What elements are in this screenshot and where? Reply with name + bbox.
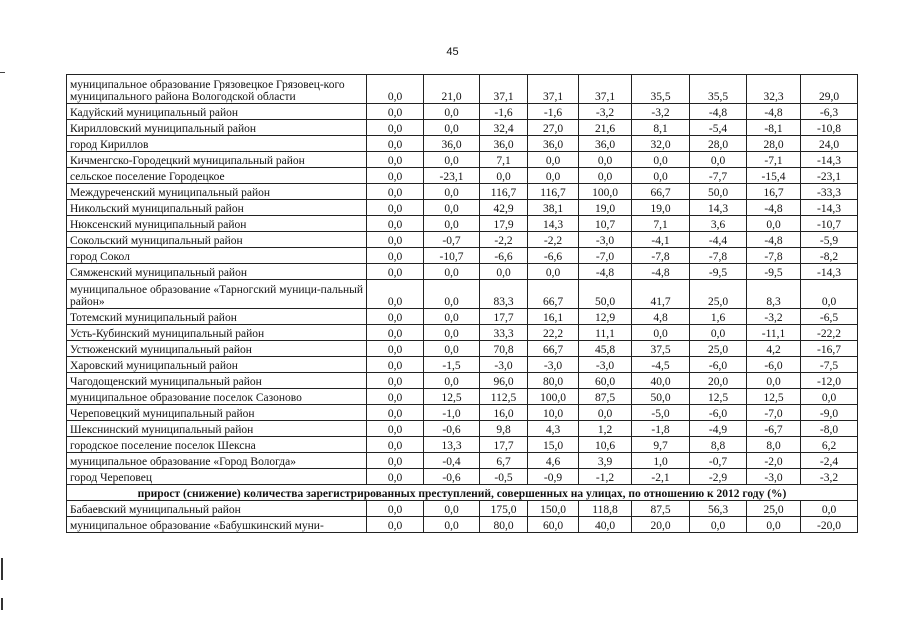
value-cell: 9,8 <box>480 421 528 437</box>
value-cell: -7,0 <box>579 248 632 264</box>
value-cell: -4,8 <box>747 200 801 216</box>
value-cell: 0,0 <box>528 152 579 168</box>
table-row <box>67 501 858 517</box>
value-cell: 0,0 <box>579 405 632 421</box>
value-cell: -0,9 <box>528 469 579 485</box>
value-cell: 0,0 <box>367 501 424 517</box>
territory-name: муниципальное образование «Город Вологда» <box>67 453 367 469</box>
value-cell: 0,0 <box>367 152 424 168</box>
value-cell: 0,0 <box>632 325 690 341</box>
value-cell: 36,0 <box>579 136 632 152</box>
value-cell: -4,8 <box>747 104 801 120</box>
table-row <box>67 437 858 453</box>
value-cell: 0,0 <box>367 232 424 248</box>
value-cell: 35,5 <box>632 75 690 104</box>
value-cell: 0,0 <box>367 453 424 469</box>
value-cell: 33,3 <box>480 325 528 341</box>
value-cell: 14,3 <box>690 200 747 216</box>
value-cell: 80,0 <box>528 373 579 389</box>
value-cell: 150,0 <box>528 501 579 517</box>
value-cell: 8,1 <box>632 120 690 136</box>
table-row <box>67 517 858 533</box>
territory-name: Сокольский муниципальный район <box>67 232 367 248</box>
value-cell: -4,8 <box>632 264 690 280</box>
table-row <box>67 357 858 373</box>
value-cell: 12,5 <box>747 389 801 405</box>
value-cell: 0,0 <box>690 325 747 341</box>
value-cell: 12,5 <box>424 389 480 405</box>
value-cell: -0,7 <box>424 232 480 248</box>
value-cell: 20,0 <box>632 517 690 533</box>
territory-name: Междуреченский муниципальный район <box>67 184 367 200</box>
value-cell: -14,3 <box>801 152 858 168</box>
value-cell: 0,0 <box>528 168 579 184</box>
value-cell: 13,3 <box>424 437 480 453</box>
value-cell: 96,0 <box>480 373 528 389</box>
value-cell: 7,1 <box>632 216 690 232</box>
value-cell: 25,0 <box>747 501 801 517</box>
table-row <box>67 136 858 152</box>
value-cell: -4,5 <box>632 357 690 373</box>
value-cell: -3,0 <box>579 232 632 248</box>
table-row <box>67 469 858 485</box>
value-cell: 0,0 <box>579 168 632 184</box>
territory-name: Тотемский муниципальный район <box>67 309 367 325</box>
table-row <box>67 120 858 136</box>
value-cell: -6,6 <box>480 248 528 264</box>
value-cell: 9,7 <box>632 437 690 453</box>
section-row <box>67 485 858 501</box>
territory-name: городское поселение поселок Шексна <box>67 437 367 453</box>
value-cell: 60,0 <box>579 373 632 389</box>
value-cell: 0,0 <box>424 373 480 389</box>
value-cell: 28,0 <box>747 136 801 152</box>
value-cell: 0,0 <box>367 325 424 341</box>
value-cell: -14,3 <box>801 200 858 216</box>
value-cell: -6,5 <box>801 309 858 325</box>
table-row <box>67 184 858 200</box>
value-cell: 36,0 <box>480 136 528 152</box>
scan-edge-mark <box>1 598 3 610</box>
territory-name: Устюженский муниципальный район <box>67 341 367 357</box>
value-cell: 6,2 <box>801 437 858 453</box>
value-cell: 12,9 <box>579 309 632 325</box>
value-cell: 22,2 <box>528 325 579 341</box>
value-cell: 0,0 <box>424 341 480 357</box>
value-cell: 4,8 <box>632 309 690 325</box>
value-cell: 0,0 <box>367 421 424 437</box>
table-row <box>67 75 858 104</box>
territory-name: Кадуйский муниципальный район <box>67 104 367 120</box>
value-cell: 38,1 <box>528 200 579 216</box>
value-cell: 0,0 <box>480 168 528 184</box>
value-cell: 0,0 <box>367 357 424 373</box>
value-cell: -4,8 <box>579 264 632 280</box>
value-cell: 10,6 <box>579 437 632 453</box>
value-cell: 41,7 <box>632 280 690 309</box>
value-cell: 6,7 <box>480 453 528 469</box>
value-cell: 19,0 <box>632 200 690 216</box>
value-cell: 100,0 <box>579 184 632 200</box>
value-cell: -20,0 <box>801 517 858 533</box>
value-cell: 1,2 <box>579 421 632 437</box>
table-body <box>67 75 858 533</box>
value-cell: 175,0 <box>480 501 528 517</box>
value-cell: 0,0 <box>424 325 480 341</box>
value-cell: 4,6 <box>528 453 579 469</box>
value-cell: 1,6 <box>690 309 747 325</box>
value-cell: 21,0 <box>424 75 480 104</box>
value-cell: -2,2 <box>528 232 579 248</box>
value-cell: -6,0 <box>747 357 801 373</box>
value-cell: 0,0 <box>801 501 858 517</box>
value-cell: 0,0 <box>367 517 424 533</box>
value-cell: 0,0 <box>424 517 480 533</box>
territory-name: Череповецкий муниципальный район <box>67 405 367 421</box>
value-cell: 16,7 <box>747 184 801 200</box>
value-cell: 21,6 <box>579 120 632 136</box>
value-cell: 0,0 <box>367 341 424 357</box>
value-cell: 50,0 <box>632 389 690 405</box>
territory-name: город Кириллов <box>67 136 367 152</box>
value-cell: -5,9 <box>801 232 858 248</box>
value-cell: -0,6 <box>424 469 480 485</box>
value-cell: 1,0 <box>632 453 690 469</box>
table-row <box>67 168 858 184</box>
territory-name: город Череповец <box>67 469 367 485</box>
value-cell: 0,0 <box>480 264 528 280</box>
value-cell: 0,0 <box>367 437 424 453</box>
value-cell: 25,0 <box>690 341 747 357</box>
territory-name: Усть-Кубинский муниципальный район <box>67 325 367 341</box>
value-cell: 16,1 <box>528 309 579 325</box>
value-cell: -7,1 <box>747 152 801 168</box>
value-cell: -6,3 <box>801 104 858 120</box>
value-cell: -1,8 <box>632 421 690 437</box>
value-cell: 0,0 <box>528 264 579 280</box>
value-cell: 66,7 <box>528 280 579 309</box>
value-cell: -3,0 <box>480 357 528 373</box>
territory-name: Харовский муниципальный район <box>67 357 367 373</box>
scan-edge-mark <box>1 558 3 580</box>
value-cell: 40,0 <box>579 517 632 533</box>
statistics-table <box>66 74 858 533</box>
value-cell: -6,7 <box>747 421 801 437</box>
value-cell: 36,0 <box>528 136 579 152</box>
value-cell: 0,0 <box>367 168 424 184</box>
value-cell: -8,0 <box>801 421 858 437</box>
value-cell: 32,3 <box>747 75 801 104</box>
value-cell: 0,0 <box>801 280 858 309</box>
table-row <box>67 264 858 280</box>
value-cell: -7,0 <box>747 405 801 421</box>
value-cell: -10,8 <box>801 120 858 136</box>
value-cell: 37,1 <box>579 75 632 104</box>
value-cell: 0,0 <box>367 405 424 421</box>
value-cell: 4,3 <box>528 421 579 437</box>
value-cell: -11,1 <box>747 325 801 341</box>
value-cell: 27,0 <box>528 120 579 136</box>
value-cell: -4,1 <box>632 232 690 248</box>
value-cell: 8,0 <box>747 437 801 453</box>
value-cell: 37,1 <box>480 75 528 104</box>
value-cell: 56,3 <box>690 501 747 517</box>
value-cell: 8,8 <box>690 437 747 453</box>
value-cell: 15,0 <box>528 437 579 453</box>
table-row <box>67 152 858 168</box>
value-cell: -2,0 <box>747 453 801 469</box>
value-cell: 0,0 <box>367 264 424 280</box>
value-cell: -0,6 <box>424 421 480 437</box>
value-cell: -7,8 <box>747 248 801 264</box>
table-row <box>67 309 858 325</box>
value-cell: -1,6 <box>480 104 528 120</box>
value-cell: 35,5 <box>690 75 747 104</box>
value-cell: 0,0 <box>367 75 424 104</box>
value-cell: 0,0 <box>424 120 480 136</box>
value-cell: -8,1 <box>747 120 801 136</box>
value-cell: 100,0 <box>528 389 579 405</box>
territory-name: Сямженский муниципальный район <box>67 264 367 280</box>
value-cell: 0,0 <box>367 104 424 120</box>
value-cell: -1,5 <box>424 357 480 373</box>
value-cell: 87,5 <box>579 389 632 405</box>
value-cell: 0,0 <box>367 469 424 485</box>
value-cell: 0,0 <box>747 373 801 389</box>
value-cell: 0,0 <box>424 216 480 232</box>
value-cell: 12,5 <box>690 389 747 405</box>
table-row <box>67 248 858 264</box>
value-cell: -7,7 <box>690 168 747 184</box>
value-cell: 0,0 <box>424 184 480 200</box>
value-cell: -12,0 <box>801 373 858 389</box>
value-cell: 17,7 <box>480 437 528 453</box>
territory-name: муниципальное образование поселок Сазоново <box>67 389 367 405</box>
value-cell: 14,3 <box>528 216 579 232</box>
territory-name: сельское поселение Городецкое <box>67 168 367 184</box>
value-cell: 60,0 <box>528 517 579 533</box>
value-cell: -3,2 <box>801 469 858 485</box>
value-cell: -1,2 <box>579 469 632 485</box>
value-cell: -6,6 <box>528 248 579 264</box>
territory-name: Никольский муниципальный район <box>67 200 367 216</box>
value-cell: 70,8 <box>480 341 528 357</box>
value-cell: 0,0 <box>367 309 424 325</box>
territory-name: Чагодощенский муниципальный район <box>67 373 367 389</box>
value-cell: -9,0 <box>801 405 858 421</box>
value-cell: -23,1 <box>424 168 480 184</box>
value-cell: -1,0 <box>424 405 480 421</box>
value-cell: 0,0 <box>367 280 424 309</box>
value-cell: 42,9 <box>480 200 528 216</box>
value-cell: 87,5 <box>632 501 690 517</box>
value-cell: -3,0 <box>747 469 801 485</box>
value-cell: 3,6 <box>690 216 747 232</box>
territory-name: Кичменгско-Городецкий муниципальный район <box>67 152 367 168</box>
table-row <box>67 104 858 120</box>
territory-name: муниципальное образование «Тарногский муници-пальный район» <box>67 280 367 309</box>
value-cell: -2,2 <box>480 232 528 248</box>
table-row <box>67 232 858 248</box>
table-row <box>67 325 858 341</box>
table-row <box>67 200 858 216</box>
value-cell: -0,7 <box>690 453 747 469</box>
table-row <box>67 373 858 389</box>
value-cell: 0,0 <box>367 216 424 232</box>
value-cell: -6,0 <box>690 357 747 373</box>
value-cell: -0,4 <box>424 453 480 469</box>
value-cell: 0,0 <box>747 517 801 533</box>
value-cell: -7,8 <box>632 248 690 264</box>
value-cell: 17,7 <box>480 309 528 325</box>
value-cell: 0,0 <box>424 501 480 517</box>
value-cell: 11,1 <box>579 325 632 341</box>
value-cell: -16,7 <box>801 341 858 357</box>
value-cell: -2,1 <box>632 469 690 485</box>
table-row <box>67 405 858 421</box>
value-cell: 0,0 <box>424 309 480 325</box>
table-row <box>67 341 858 357</box>
value-cell: 37,5 <box>632 341 690 357</box>
table-row <box>67 421 858 437</box>
value-cell: -3,2 <box>579 104 632 120</box>
value-cell: 10,0 <box>528 405 579 421</box>
value-cell: 118,8 <box>579 501 632 517</box>
territory-name: Кирилловский муниципальный район <box>67 120 367 136</box>
value-cell: -3,2 <box>632 104 690 120</box>
value-cell: 0,0 <box>367 373 424 389</box>
value-cell: -2,9 <box>690 469 747 485</box>
value-cell: 0,0 <box>424 152 480 168</box>
value-cell: 0,0 <box>801 389 858 405</box>
value-cell: 19,0 <box>579 200 632 216</box>
value-cell: 37,1 <box>528 75 579 104</box>
value-cell: 0,0 <box>367 184 424 200</box>
value-cell: 3,9 <box>579 453 632 469</box>
value-cell: 116,7 <box>528 184 579 200</box>
value-cell: 17,9 <box>480 216 528 232</box>
value-cell: 0,0 <box>367 248 424 264</box>
value-cell: 0,0 <box>424 280 480 309</box>
value-cell: 28,0 <box>690 136 747 152</box>
value-cell: -4,9 <box>690 421 747 437</box>
value-cell: 40,0 <box>632 373 690 389</box>
value-cell: -0,5 <box>480 469 528 485</box>
value-cell: -33,3 <box>801 184 858 200</box>
value-cell: -7,5 <box>801 357 858 373</box>
territory-name: город Сокол <box>67 248 367 264</box>
table-row <box>67 453 858 469</box>
territory-name: Нюксенский муниципальный район <box>67 216 367 232</box>
value-cell: 32,0 <box>632 136 690 152</box>
value-cell: 66,7 <box>528 341 579 357</box>
section-header: прирост (снижение) количества зарегистрированных преступлений, совершенных на улицах, по отношению к 2012 году (%) <box>67 485 858 501</box>
value-cell: 45,8 <box>579 341 632 357</box>
value-cell: -2,4 <box>801 453 858 469</box>
table-row <box>67 216 858 232</box>
value-cell: 66,7 <box>632 184 690 200</box>
value-cell: 116,7 <box>480 184 528 200</box>
value-cell: -3,0 <box>579 357 632 373</box>
value-cell: 8,3 <box>747 280 801 309</box>
value-cell: 24,0 <box>801 136 858 152</box>
value-cell: -23,1 <box>801 168 858 184</box>
territory-name: муниципальное образование «Бабушкинский муни- <box>67 517 367 533</box>
value-cell: 20,0 <box>690 373 747 389</box>
value-cell: 0,0 <box>367 389 424 405</box>
value-cell: -6,0 <box>690 405 747 421</box>
value-cell: 0,0 <box>367 136 424 152</box>
value-cell: 0,0 <box>424 264 480 280</box>
value-cell: -4,8 <box>747 232 801 248</box>
territory-name: Шекснинский муниципальный район <box>67 421 367 437</box>
value-cell: 4,2 <box>747 341 801 357</box>
value-cell: 0,0 <box>424 200 480 216</box>
value-cell: 0,0 <box>579 152 632 168</box>
value-cell: -22,2 <box>801 325 858 341</box>
value-cell: 50,0 <box>579 280 632 309</box>
value-cell: 0,0 <box>367 120 424 136</box>
value-cell: 29,0 <box>801 75 858 104</box>
value-cell: 0,0 <box>690 517 747 533</box>
value-cell: 7,1 <box>480 152 528 168</box>
value-cell: 80,0 <box>480 517 528 533</box>
value-cell: -8,2 <box>801 248 858 264</box>
value-cell: -14,3 <box>801 264 858 280</box>
value-cell: -9,5 <box>690 264 747 280</box>
value-cell: -10,7 <box>424 248 480 264</box>
value-cell: 36,0 <box>424 136 480 152</box>
value-cell: 25,0 <box>690 280 747 309</box>
value-cell: -5,0 <box>632 405 690 421</box>
value-cell: -9,5 <box>747 264 801 280</box>
margin-mark <box>0 72 5 73</box>
value-cell: 16,0 <box>480 405 528 421</box>
value-cell: -10,7 <box>801 216 858 232</box>
value-cell: 50,0 <box>690 184 747 200</box>
territory-name: Бабаевский муниципальный район <box>67 501 367 517</box>
value-cell: 32,4 <box>480 120 528 136</box>
table-row <box>67 389 858 405</box>
table-row <box>67 280 858 309</box>
value-cell: 83,3 <box>480 280 528 309</box>
value-cell: -3,2 <box>747 309 801 325</box>
value-cell: 0,0 <box>632 168 690 184</box>
value-cell: 0,0 <box>424 104 480 120</box>
value-cell: 0,0 <box>632 152 690 168</box>
value-cell: -7,8 <box>690 248 747 264</box>
territory-name: муниципальное образование Грязовецкое Грязовец-кого муниципального района Вологодской области <box>67 75 367 104</box>
value-cell: -4,4 <box>690 232 747 248</box>
value-cell: -15,4 <box>747 168 801 184</box>
value-cell: 112,5 <box>480 389 528 405</box>
page-number: 45 <box>446 46 459 58</box>
value-cell: 0,0 <box>747 216 801 232</box>
value-cell: 0,0 <box>690 152 747 168</box>
value-cell: 0,0 <box>367 200 424 216</box>
value-cell: -3,0 <box>528 357 579 373</box>
value-cell: -5,4 <box>690 120 747 136</box>
value-cell: -1,6 <box>528 104 579 120</box>
value-cell: 10,7 <box>579 216 632 232</box>
value-cell: -4,8 <box>690 104 747 120</box>
